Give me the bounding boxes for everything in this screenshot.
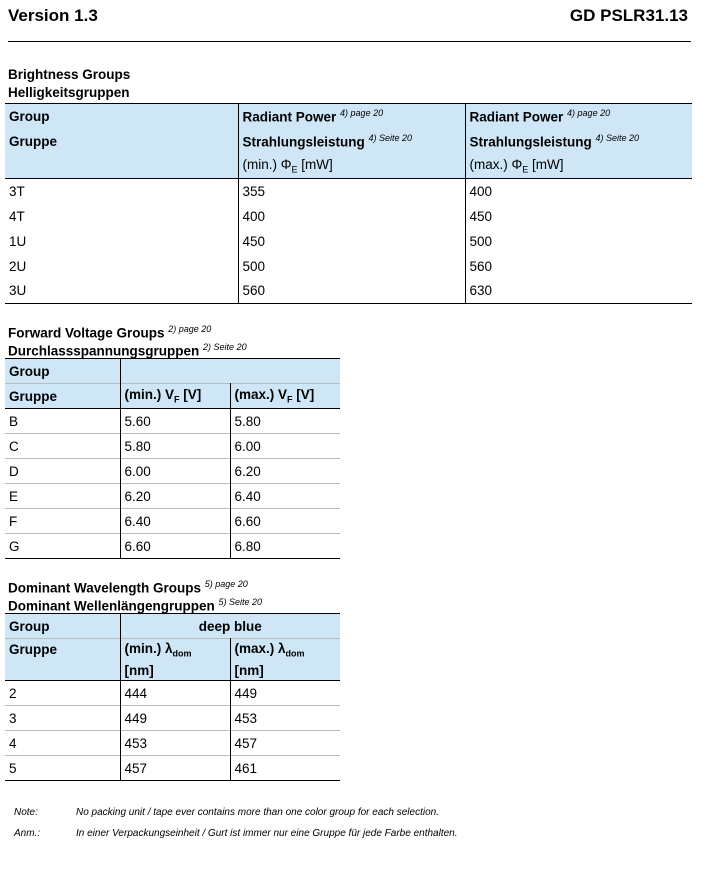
voltage-min: 5.80 [120,434,230,459]
brightness-col-max-en: Radiant Power $^{4) page 20}$ [465,104,692,129]
voltage-group: B [9,413,19,429]
brightness-min: 400 [238,204,465,229]
wavelength-max: 457 [230,731,340,756]
wavelength-min: 457 [120,756,230,781]
header-rule [8,41,691,42]
brightness-min: 560 [238,279,465,304]
brightness-col-max-unit: (max.) $\Phi_E$ [mW] [465,154,692,179]
brightness-min: 500 [238,254,465,279]
voltage-col-group-de: Gruppe [9,388,58,404]
voltage-max: 6.60 [230,509,340,534]
voltage-group: D [9,463,19,479]
voltage-min: 6.20 [120,484,230,509]
brightness-col-group-de: Gruppe [9,133,58,149]
voltage-col-min: (min.) $V_F$ [V] [120,384,230,409]
voltage-min: 6.40 [120,509,230,534]
anm-label: Anm.: [14,828,41,839]
brightness-max: 450 [465,204,692,229]
anm-text: In einer Verpackungseinheit / Gurt ist immer nur eine Gruppe für jede Farbe enthalten. [76,828,458,839]
brightness-col-min-en: Radiant Power $^{4) page 20}$ [238,104,465,129]
table-row [5,509,340,534]
table-row [5,229,692,254]
wavelength-col-group-de: Gruppe [9,642,58,657]
voltage-group: F [9,513,18,529]
brightness-col-group-en: Group [9,108,50,124]
wavelength-title-de: Dominant Wellenlängengruppen $^{5) Seite 20}$ [8,597,263,614]
table-row [5,731,340,756]
brightness-col-min-de: Strahlungsleistung $^{4) Seite 20}$ [238,129,465,154]
brightness-group: 1U [9,233,27,249]
brightness-col-min-unit: (min.) $\Phi_E$ [mW] [238,154,465,179]
voltage-min: 6.00 [120,459,230,484]
voltage-col-max: (max.) $V_F$ [V] [230,384,340,409]
voltage-max: 6.80 [230,534,340,559]
wavelength-max: 449 [230,681,340,706]
voltage-group: C [9,438,19,454]
table-row [5,409,340,434]
voltage-max: 6.20 [230,459,340,484]
table-row [5,179,692,204]
wavelength-max: 461 [230,756,340,781]
table-row [5,706,340,731]
table-row [5,459,340,484]
voltage-max: 6.00 [230,434,340,459]
brightness-max: 500 [465,229,692,254]
brightness-max: 630 [465,279,692,304]
table-row [5,534,340,559]
voltage-group: E [9,488,19,504]
table-row [5,681,340,706]
voltage-col-group-en: Group [9,363,50,379]
brightness-min: 450 [238,229,465,254]
note-label: Note: [14,807,38,818]
wavelength-group: 2 [9,685,17,701]
brightness-col-max-de: Strahlungsleistung $^{4) Seite 20}$ [465,129,692,154]
wavelength-col-max: (max.) $\lambda_{dom}$ [nm] [230,639,340,681]
table-row [5,279,692,304]
voltage-table [5,358,340,559]
brightness-group: 2U [9,258,27,274]
version-label: Version 1.3 [8,6,98,25]
wavelength-col-group-en: Group [9,618,50,634]
table-row [5,204,692,229]
voltage-title-de: Durchlassspannungsgruppen $^{2) Seite 20}$ [8,342,247,359]
wavelength-group: 3 [9,710,17,726]
wavelength-max: 453 [230,706,340,731]
brightness-group: 3U [9,283,27,299]
brightness-table [5,103,692,304]
brightness-title-en: Brightness Groups [8,67,131,82]
wavelength-title-en: Dominant Wavelength Groups $^{5) page 20}$ [8,579,248,596]
brightness-max: 400 [465,179,692,204]
voltage-title-en: Forward Voltage Groups $^{2) page 20}$ [8,324,212,341]
table-row [5,254,692,279]
brightness-group: 3T [9,183,25,199]
part-number: GD PSLR31.13 [569,6,688,25]
note-text: No packing unit / tape ever contains more than one color group for each selection. [76,807,439,818]
wavelength-table [5,613,340,781]
voltage-min: 6.60 [120,534,230,559]
wavelength-group: 5 [9,760,17,776]
brightness-max: 560 [465,254,692,279]
table-row [5,756,340,781]
wavelength-min: 449 [120,706,230,731]
brightness-min: 355 [238,179,465,204]
voltage-group: G [9,538,20,554]
wavelength-min: 444 [120,681,230,706]
wavelength-min: 453 [120,731,230,756]
brightness-title-de: Helligkeitsgruppen [8,85,130,100]
table-row [5,484,340,509]
voltage-max: 5.80 [230,409,340,434]
wavelength-color-header: deep blue [120,614,340,639]
wavelength-group: 4 [9,735,17,751]
table-row [5,434,340,459]
voltage-min: 5.60 [120,409,230,434]
voltage-max: 6.40 [230,484,340,509]
wavelength-col-min: (min.) $\lambda_{dom}$ [nm] [120,639,230,681]
brightness-group: 4T [9,208,25,224]
